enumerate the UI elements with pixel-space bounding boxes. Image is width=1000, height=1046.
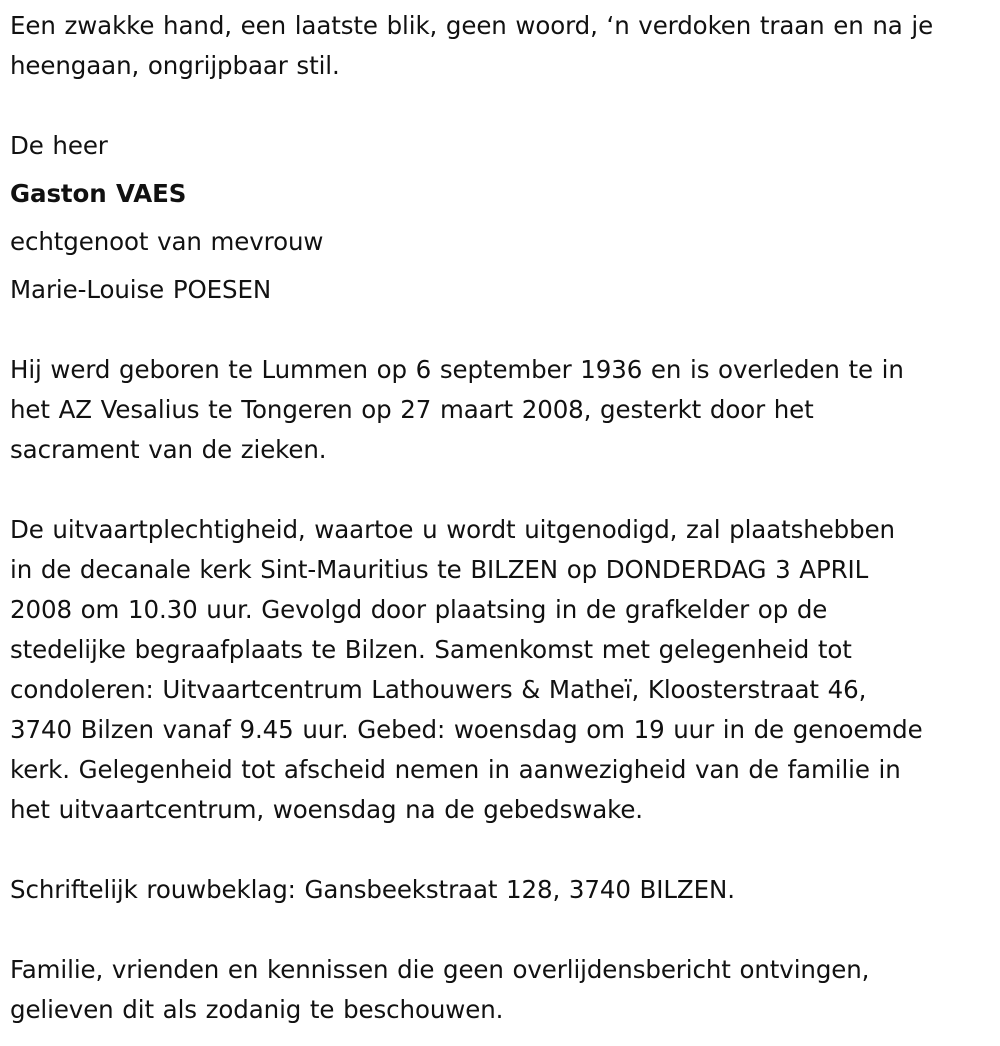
paragraph-gap bbox=[10, 314, 994, 350]
condolence-paragraph bbox=[10, 870, 994, 910]
poem-line: heengaan, ongrijpbaar stil. bbox=[10, 51, 340, 80]
text-line: 2008 om 10.30 uur. Gevolgd door plaatsing in de grafkelder op de bbox=[10, 595, 828, 624]
text-line: in de decanale kerk Sint-Mauritius te BILZEN op DONDERDAG 3 APRIL bbox=[10, 555, 869, 584]
honorific: De heer bbox=[10, 131, 108, 160]
obituary-notice bbox=[10, 6, 994, 1030]
closing-paragraph bbox=[10, 950, 994, 1030]
text-line: Familie, vrienden en kennissen die geen overlijdensbericht ontvingen, bbox=[10, 955, 870, 984]
deceased-block bbox=[10, 122, 994, 314]
text-line: De uitvaartplechtigheid, waartoe u wordt uitgenodigd, zal plaatshebben bbox=[10, 515, 895, 544]
text-line: Schriftelijk rouwbeklag: Gansbeekstraat 128, 3740 BILZEN. bbox=[10, 875, 735, 904]
funeral-paragraph bbox=[10, 510, 994, 830]
text-line: het AZ Vesalius te Tongeren op 27 maart 2008, gesterkt door het bbox=[10, 395, 814, 424]
text-line: condoleren: Uitvaartcentrum Lathouwers & Matheï, Kloosterstraat 46, bbox=[10, 675, 867, 704]
text-line: sacrament van de zieken. bbox=[10, 435, 327, 464]
text-line: het uitvaartcentrum, woensdag na de gebedswake. bbox=[10, 795, 643, 824]
text-line: Hij werd geboren te Lummen op 6 september 1936 en is overleden te in bbox=[10, 355, 904, 384]
paragraph-gap bbox=[10, 830, 994, 870]
text-line: gelieven dit als zodanig te beschouwen. bbox=[10, 995, 504, 1024]
paragraph-gap bbox=[10, 910, 994, 950]
birth-death-paragraph bbox=[10, 350, 994, 470]
text-line: kerk. Gelegenheid tot afscheid nemen in aanwezigheid van de familie in bbox=[10, 755, 901, 784]
relation-label: echtgenoot van mevrouw bbox=[10, 227, 324, 256]
spouse-name: Marie-Louise POESEN bbox=[10, 275, 272, 304]
deceased-name: Gaston VAES bbox=[10, 179, 187, 208]
poem-paragraph bbox=[10, 6, 994, 86]
text-line: 3740 Bilzen vanaf 9.45 uur. Gebed: woensdag om 19 uur in de genoemde bbox=[10, 715, 923, 744]
poem-line: Een zwakke hand, een laatste blik, geen woord, ‘n verdoken traan en na je bbox=[10, 11, 934, 40]
paragraph-gap bbox=[10, 470, 994, 510]
paragraph-gap bbox=[10, 86, 994, 126]
text-line: stedelijke begraafplaats te Bilzen. Samenkomst met gelegenheid tot bbox=[10, 635, 852, 664]
